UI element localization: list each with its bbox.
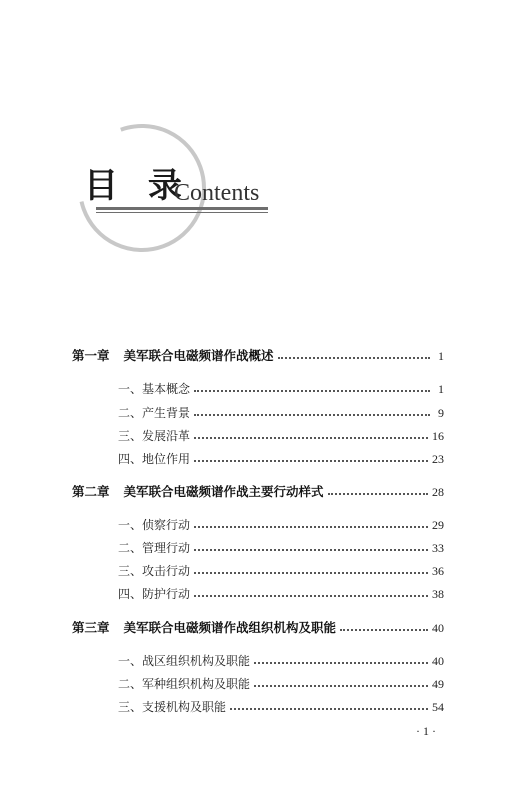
section-title: 一、侦察行动 — [118, 518, 191, 532]
section-page: 38 — [432, 587, 444, 601]
chapter-title: 美军联合电磁频谱作战主要行动样式 — [123, 484, 324, 499]
toc-section[interactable] — [118, 698, 444, 715]
dot-leader — [194, 436, 428, 439]
dot-leader — [194, 389, 430, 392]
dot-leader — [254, 684, 428, 687]
toc-section[interactable] — [118, 539, 444, 556]
section-page: 54 — [432, 700, 444, 714]
toc-section[interactable] — [118, 380, 444, 397]
section-page: 33 — [432, 541, 444, 555]
chapter-title: 美军联合电磁频谱作战组织机构及职能 — [123, 620, 337, 635]
title-rule — [96, 207, 268, 210]
toc-chapter-1[interactable] — [72, 346, 444, 364]
section-title: 三、发展沿革 — [118, 429, 191, 443]
section-title: 四、防护行动 — [118, 587, 191, 601]
contents-header — [0, 0, 510, 300]
toc-chapter-2[interactable] — [72, 482, 444, 500]
dot-leader — [194, 459, 428, 462]
toc-chapter-3[interactable] — [72, 618, 444, 636]
title-rule-thin — [96, 212, 268, 213]
decorative-arc — [0, 0, 510, 300]
dot-leader — [194, 525, 428, 528]
page-folio: · 1 · — [416, 724, 436, 738]
section-title: 三、支援机构及职能 — [118, 700, 227, 714]
section-page: 49 — [432, 677, 444, 691]
section-title: 二、管理行动 — [118, 541, 191, 555]
chapter-page: 28 — [432, 485, 444, 499]
chapter-number: 第三章 — [72, 620, 110, 635]
section-page: 36 — [432, 564, 444, 578]
contents-title-en: Contents — [174, 180, 260, 206]
dot-leader — [194, 571, 428, 574]
dot-leader — [230, 707, 428, 710]
chapter-number: 第一章 — [72, 348, 110, 363]
dot-leader — [194, 594, 428, 597]
section-page: 29 — [432, 518, 444, 532]
chapter-page: 40 — [432, 621, 444, 635]
section-title: 三、攻击行动 — [118, 564, 191, 578]
section-page: 16 — [432, 429, 444, 443]
toc-section[interactable] — [118, 562, 444, 579]
toc-section[interactable] — [118, 652, 444, 669]
section-page: 23 — [432, 452, 444, 466]
chapter-title: 美军联合电磁频谱作战概述 — [123, 348, 274, 363]
dot-leader — [328, 492, 428, 495]
dot-leader — [278, 356, 430, 359]
toc-section[interactable] — [118, 675, 444, 692]
dot-leader — [340, 628, 428, 631]
section-title: 一、基本概念 — [118, 382, 191, 396]
section-title: 四、地位作用 — [118, 452, 191, 466]
section-title: 一、战区组织机构及职能 — [118, 654, 251, 668]
section-page: 1 — [438, 382, 444, 396]
chapter-page: 1 — [438, 349, 444, 363]
toc-section[interactable] — [118, 450, 444, 467]
section-title: 二、军种组织机构及职能 — [118, 677, 251, 691]
section-page: 40 — [432, 654, 444, 668]
toc-section[interactable] — [118, 427, 444, 444]
toc-section[interactable] — [118, 404, 444, 421]
dot-leader — [254, 661, 428, 664]
toc-section[interactable] — [118, 585, 444, 602]
dot-leader — [194, 413, 430, 416]
section-title: 二、产生背景 — [118, 406, 191, 420]
chapter-number: 第二章 — [72, 484, 110, 499]
contents-title-cn: 目 录 — [84, 166, 191, 206]
section-page: 9 — [438, 406, 444, 420]
toc-section[interactable] — [118, 516, 444, 533]
dot-leader — [194, 548, 428, 551]
